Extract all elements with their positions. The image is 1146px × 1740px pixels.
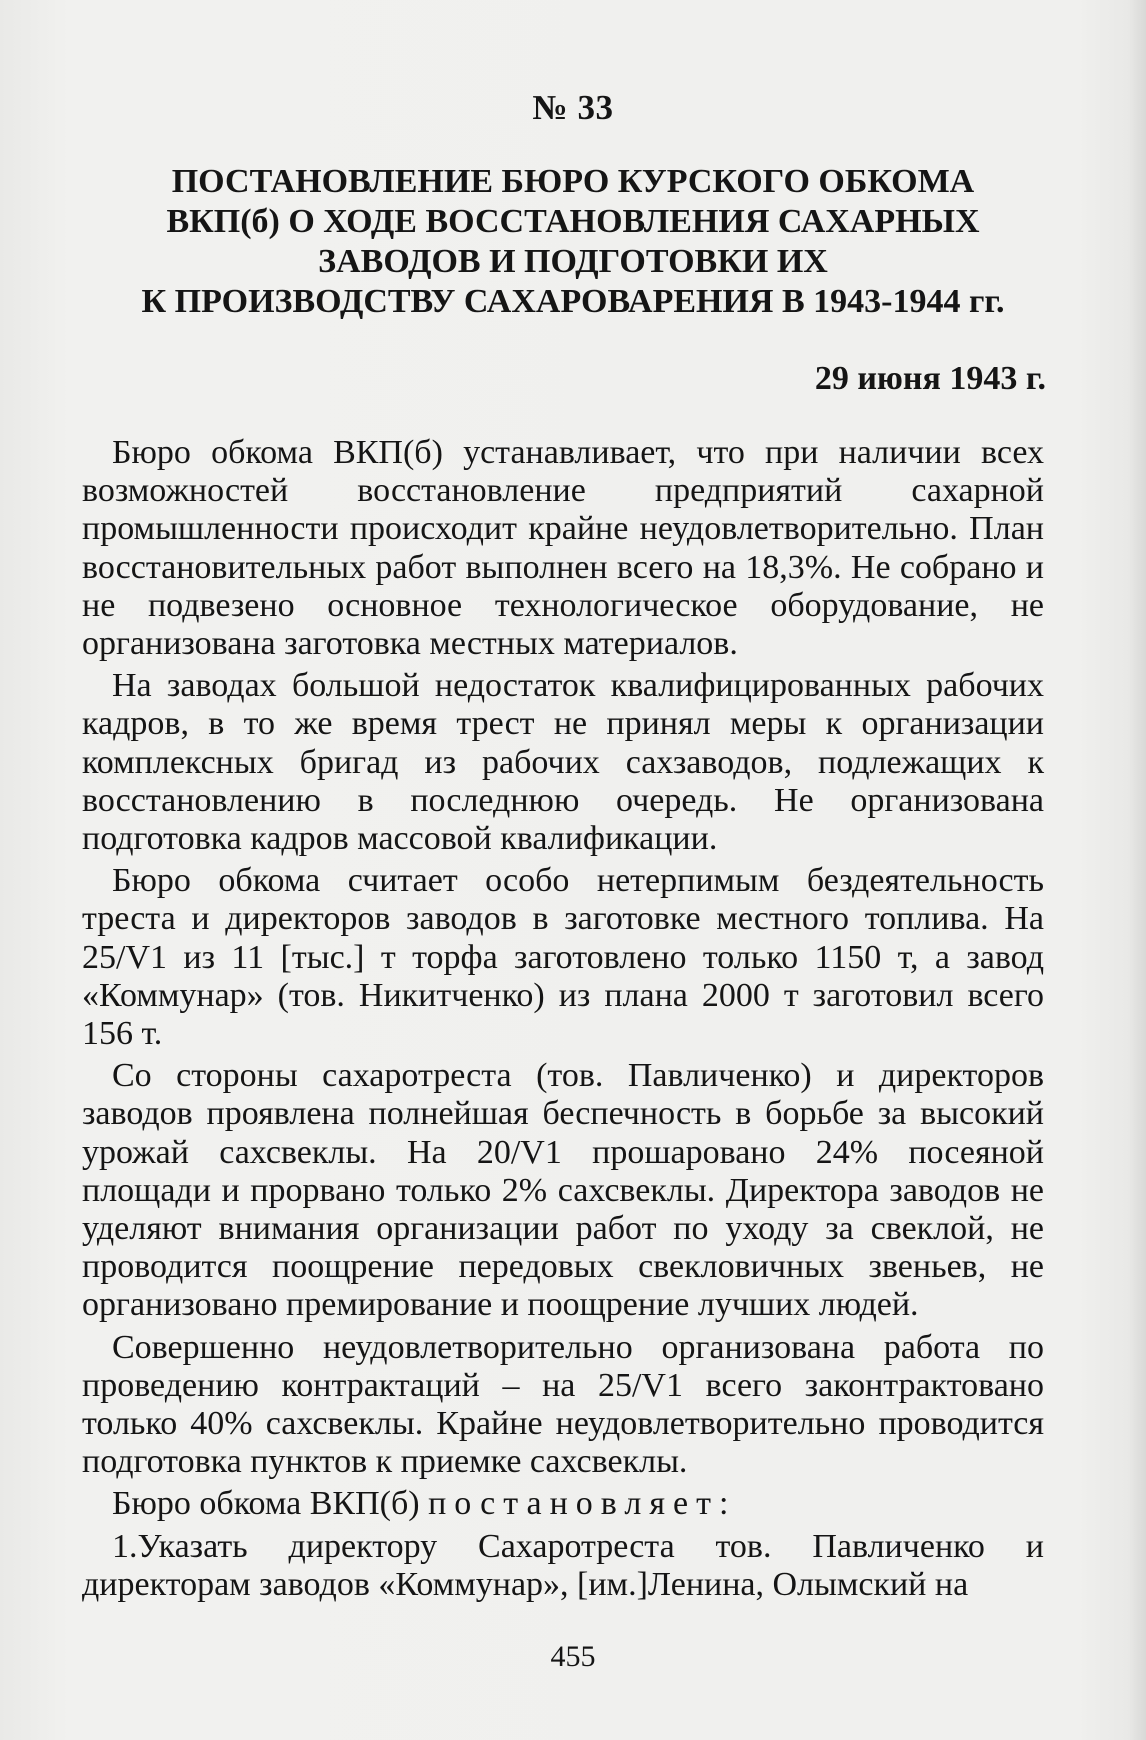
resolution-verb: постановляет: (428, 1485, 737, 1523)
body-paragraph: Совершенно неудовлетворительно организована работа по проведению контрактаций – на 25/V1 всего законтрактовано только 40% сахсвеклы. Крайне неудовлетворительно проводится подготовка пунктов к приемке сахсвеклы. (82, 1328, 1044, 1481)
resolution-intro: Бюро обкома ВКП(б) (112, 1485, 420, 1523)
title-line: ВКП(б) О ХОДЕ ВОССТАНОВЛЕНИЯ САХАРНЫХ (166, 203, 980, 240)
body-paragraph: На заводах большой недостаток квалифицированных рабочих кадров, в то же время трест не принял меры к организации комплексных бригад из рабочих сахзаводов, подлежащих к восстановлению в последнюю очередь. Не организована подготовка кадров массовой квалификации. (82, 667, 1044, 858)
title-line: К ПРОИЗВОДСТВУ САХАРОВАРЕНИЯ В 1943-1944 гг. (141, 283, 1005, 320)
resolution-paragraph (82, 1485, 1044, 1523)
resolution-item-1: 1.Указать директору Сахаротреста тов. Павличенко и директорам заводов «Коммунар», [им.]Ленина, Олымский на (82, 1527, 1044, 1603)
body-paragraph: Бюро обкома считает особо нетерпимым бездеятельность треста и директоров заводов в заготовке местного топлива. На 25/V1 из 11 [тыс.] т торфа заготовлено только 1150 т, а завод «Коммунар» (тов. Никитченко) из плана 2000 т заготовил всего 156 т. (82, 862, 1044, 1053)
document-date: 29 июня 1943 г. (814, 360, 1046, 397)
page-gutter-shadow (1128, 0, 1146, 1740)
document-body (82, 434, 1044, 1604)
body-paragraph: Бюро обкома ВКП(б) устанавливает, что при наличии всех возможностей восстановление предприятий сахарной промышленности происходит крайне неудовлетворительно. План восстановительных работ выполнен всего на 18,3%. Не собрано и не подвезено основное технологическое оборудование, не организована заготовка местных материалов. (82, 434, 1044, 663)
document-title (90, 162, 1056, 322)
title-line: ЗАВОДОВ И ПОДГОТОВКИ ИХ (318, 243, 828, 280)
body-paragraph: Со стороны сахаротреста (тов. Павличенко) и директоров заводов проявлена полнейшая беспечность в борьбе за высокий урожай сахсвеклы. На 20/V1 прошаровано 24% посеяной площади и прорвано только 2% сахсвеклы. Директора заводов не уделяют внимания организации работ по уходу за свеклой, не проводится поощрение передовых свекловичных звеньев, не организовано премирование и поощрение лучших людей. (82, 1057, 1044, 1324)
document-number: № 33 (532, 88, 614, 127)
page-number: 455 (550, 1640, 596, 1673)
title-line: ПОСТАНОВЛЕНИЕ БЮРО КУРСКОГО ОБКОМА (171, 163, 975, 200)
